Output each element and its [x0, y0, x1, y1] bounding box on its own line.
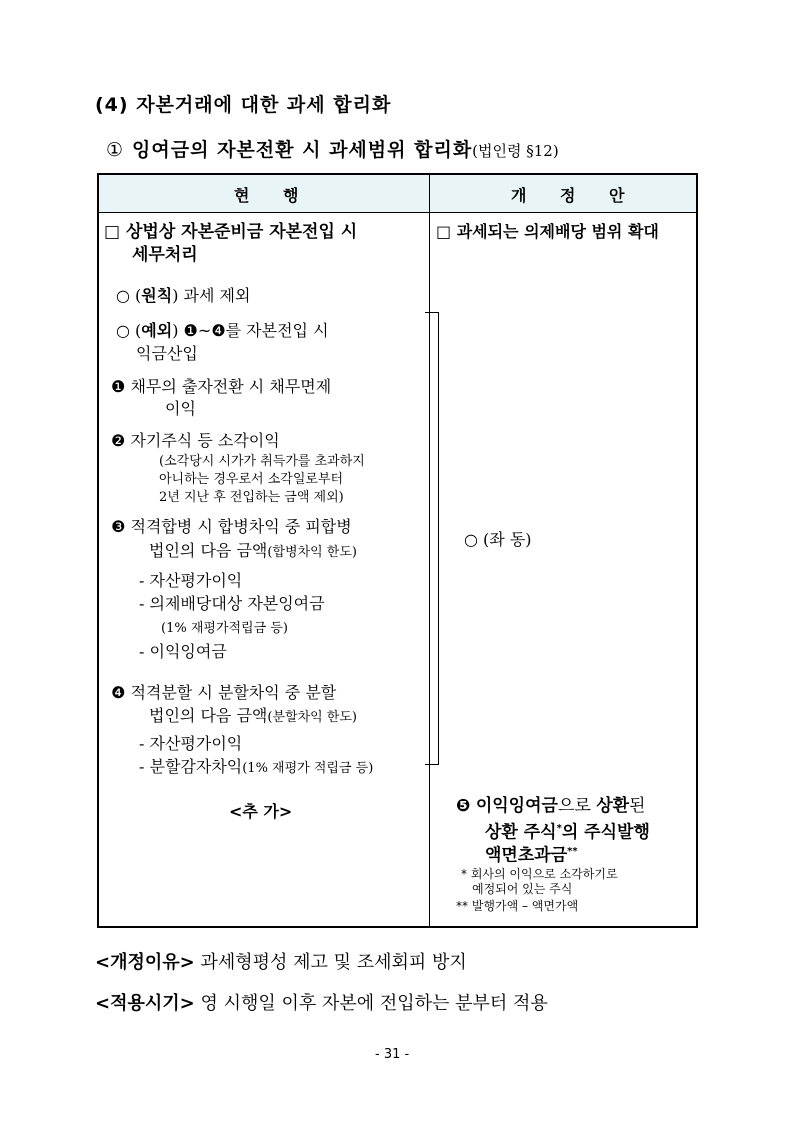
comparison-table: [97, 173, 698, 928]
subsection-ref: (법인령 §12): [472, 142, 559, 160]
revised-same: ○ (좌 동): [464, 530, 532, 549]
item5-line2: 상환 주식*의 주식발행: [485, 822, 650, 843]
reason-label: <개정이유>: [95, 952, 195, 973]
subsection-number: ①: [106, 139, 125, 161]
item4-line2: 법인의 다음 금액(분할차익 한도): [149, 706, 357, 725]
header-current: 현 행: [234, 186, 313, 205]
item1-number: ❶: [111, 377, 126, 396]
item4-sub1: - 자산평가이익: [139, 734, 243, 753]
note1-line1: * 회사의 이익으로 소각하기로: [461, 867, 618, 881]
item3-sub2: - 의제배당대상 자본잉여금: [139, 594, 325, 613]
item2-note2: 아니하는 경우로서 소각일로부터: [159, 472, 344, 487]
effective-date: <적용시기> 영 시행일 이후 자본에 전입하는 분부터 적용: [95, 993, 548, 1014]
subsection-title-text: 잉여금의 자본전환 시 과세범위 합리화: [132, 139, 473, 161]
page-number: - 31 -: [375, 1047, 410, 1062]
exception-label: 예외: [141, 321, 173, 340]
bracket-line: [425, 312, 439, 765]
exception-items: ❶~❹: [183, 321, 226, 340]
current-heading: □ 상법상 자본준비금 자본전입 시: [104, 222, 358, 242]
timing-label: <적용시기>: [95, 993, 195, 1014]
item1-line2: 이익: [165, 399, 196, 418]
revision-reason: <개정이유> 과세형평성 제고 및 조세회피 방지: [95, 952, 467, 973]
note2: ** 발행가액 – 액면가액: [456, 899, 579, 913]
exception-row: ○ (예외) ❶~❹를 자본전입 시: [116, 321, 329, 340]
item2: ❷ 자기주식 등 소각이익: [111, 431, 280, 450]
item5-line3: 액면초과금**: [485, 845, 578, 866]
item3-line2: 법인의 다음 금액(합병차익 한도): [149, 541, 357, 560]
exception-line2: 익금산입: [136, 344, 198, 363]
principle-row: ○ (원칙) 과세 제외: [116, 286, 251, 305]
item2-note1: (소각당시 시가가 취득가를 초과하지: [159, 454, 365, 469]
item3-sub2-note: (1% 재평가적립금 등): [161, 621, 288, 636]
subsection-title: [106, 135, 559, 162]
item4: ❹ 적격분할 시 분할차익 중 분할: [111, 683, 337, 702]
header-revised: 개 정 안: [511, 186, 639, 205]
item4-number: ❹: [111, 683, 126, 702]
section-title: (4) 자본거래에 대한 과세 합리화: [95, 94, 392, 116]
item3: ❸ 적격합병 시 합병차익 중 피합병: [111, 517, 352, 536]
current-heading-line2: 세무처리: [132, 245, 198, 265]
item5: ❺ 이익잉여금으로 상환된: [456, 796, 646, 816]
item1: ❶ 채무의 출자전환 시 채무면제: [111, 377, 332, 396]
item3-sub3: - 이익잉여금: [139, 642, 227, 661]
item5-number: ❺: [456, 796, 471, 816]
note1-line2: 예정되어 있는 주식: [472, 882, 573, 896]
item3-number: ❸: [111, 517, 126, 536]
item2-note3: 2년 지난 후 전입하는 금액 제외): [159, 490, 344, 505]
item4-sub2: - 분할감자차익(1% 재평가 적립금 등): [139, 757, 374, 776]
item2-number: ❷: [111, 431, 126, 450]
add-label: <추 가>: [229, 802, 293, 821]
principle-label: 원칙: [141, 286, 173, 305]
item3-sub1: - 자산평가이익: [139, 571, 243, 590]
revised-heading: □ 과세되는 의제배당 범위 확대: [436, 222, 659, 241]
